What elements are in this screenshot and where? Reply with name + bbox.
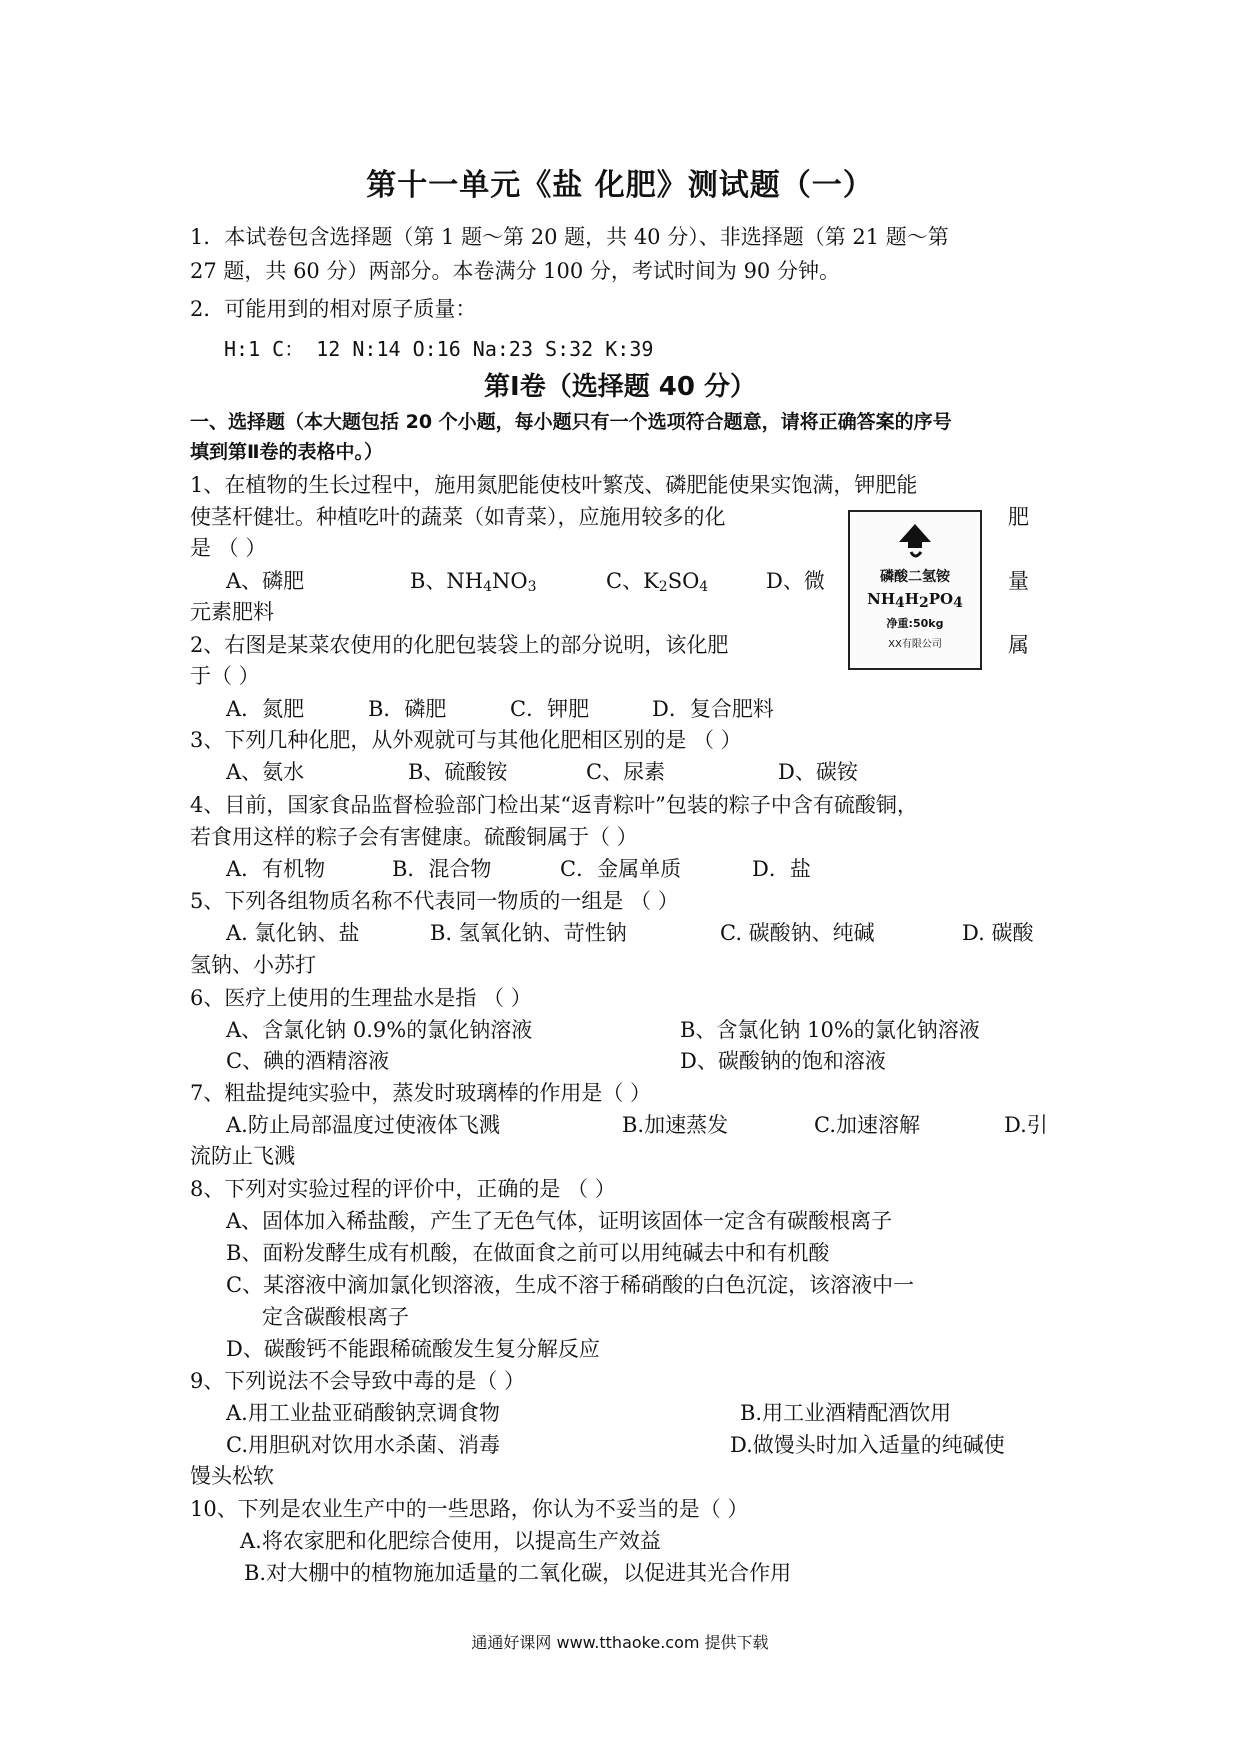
page-footer: 通通好课网 www.tthaoke.com 提供下载 xyxy=(471,1633,769,1652)
q1-line-2: 使茎杆健壮。种植吃叶的蔬菜（如青菜），应施用较多的化 xyxy=(190,505,726,529)
q8-option-a: A、固体加入稀盐酸，产生了无色气体，证明该固体一定含有碳酸根离子 xyxy=(226,1209,893,1233)
q8-option-c: C、某溶液中滴加氯化钡溶液，生成不溶于稀硝酸的白色沉淀，该溶液中一 xyxy=(226,1273,915,1297)
label-product-name: 磷酸二氢铵 xyxy=(880,569,950,585)
q9-option-c: C.用胆矾对饮用水杀菌、消毒 xyxy=(226,1433,500,1457)
note-1-line-1: 1．本试卷包含选择题（第 1 题～第 20 题，共 40 分）、非选择题（第 21 题～第 xyxy=(190,225,949,249)
q2-option-d: D．复合肥料 xyxy=(652,697,774,721)
q5-option-a: A. 氯化钠、盐 xyxy=(226,921,360,945)
q1-option-a: A、磷肥 xyxy=(226,569,305,593)
note-2: 2．可能用到的相对原子质量： xyxy=(190,297,477,321)
q9-line-1: 9、下列说法不会导致中毒的是（ ） xyxy=(190,1369,526,1393)
q4-option-b: B．混合物 xyxy=(392,857,492,881)
atomic-masses: H:1 C： 12 N:14 O:16 Na:23 S:32 K:39 xyxy=(224,337,654,361)
q1-option-d-line-2: 元素肥料 xyxy=(190,600,274,624)
q6-option-b: B、含氯化钠 10%的氯化钠溶液 xyxy=(680,1018,980,1042)
q7-line-1: 7、粗盐提纯实验中，蒸发时玻璃棒的作用是（ ） xyxy=(190,1081,652,1105)
q3-option-b: B、硫酸铵 xyxy=(408,760,508,784)
q5-option-c: C. 碳酸钠、纯碱 xyxy=(720,921,875,945)
q8-option-c-line-2: 定含碳酸根离子 xyxy=(262,1305,409,1329)
note-1-line-2: 27 题，共 60 分）两部分。本卷满分 100 分，考试时间为 90 分钟。 xyxy=(190,259,840,283)
q5-option-b: B. 氢氧化钠、苛性钠 xyxy=(430,921,627,945)
q10-line-1: 10、下列是农业生产中的一些思路，你认为不妥当的是（ ） xyxy=(190,1497,749,1521)
q10-option-b: B.对大棚中的植物施加适量的二氧化碳，以促进其光合作用 xyxy=(244,1561,792,1585)
q9-option-a: A.用工业盐亚硝酸钠烹调食物 xyxy=(226,1401,500,1425)
q3-option-a: A、氨水 xyxy=(226,760,305,784)
q4-line-2: 若食用这样的粽子会有害健康。硫酸铜属于（ ） xyxy=(190,825,638,849)
page-title: 第十一单元《盐 化肥》测试题（一） xyxy=(366,168,874,203)
q4-line-1: 4、目前，国家食品监督检验部门检出某“返青粽叶”包装的粽子中含有硫酸铜， xyxy=(190,793,918,817)
q2-option-a: A．氮肥 xyxy=(226,697,305,721)
q1-line-2-end: 肥 xyxy=(1008,505,1029,529)
q6-option-a: A、含氯化钠 0.9%的氯化钠溶液 xyxy=(226,1018,533,1042)
q7-option-b: B.加速蒸发 xyxy=(622,1113,729,1137)
label-company: XX有限公司 xyxy=(888,639,942,650)
q1-line-3: 是 （ ） xyxy=(190,536,267,560)
q8-option-d: D、碳酸钙不能跟稀硫酸发生复分解反应 xyxy=(226,1337,600,1361)
q2-line-1-end: 属 xyxy=(1008,633,1029,657)
section-title: 第Ⅰ卷（选择题 40 分） xyxy=(484,372,756,402)
q1-option-c: C、$K_2SO_4$ xyxy=(606,569,709,595)
section-instructions-line-2: 填到第Ⅱ卷的表格中。） xyxy=(190,441,384,463)
q2-line-2: 于（ ） xyxy=(190,664,260,688)
q2-line-1: 2、右图是某菜农使用的化肥包装袋上的部分说明，该化肥 xyxy=(190,633,729,657)
q8-option-b: B、面粉发酵生成有机酸，在做面食之前可以用纯碱去中和有机酸 xyxy=(226,1241,830,1265)
q9-option-d: D.做馒头时加入适量的纯碱使 xyxy=(730,1433,1005,1457)
q4-option-a: A．有机物 xyxy=(226,857,326,881)
section-instructions-line-1: 一、选择题（本大题包括 20 个小题，每小题只有一个选项符合题意，请将正确答案的序号 xyxy=(190,411,952,433)
q9-option-b: B.用工业酒精配酒饮用 xyxy=(740,1401,952,1425)
q2-option-c: C．钾肥 xyxy=(510,697,590,721)
q3-line-1: 3、下列几种化肥，从外观就可与其他化肥相区别的是 （ ） xyxy=(190,728,742,752)
q4-option-c: C．金属单质 xyxy=(560,857,682,881)
q5-option-d-line-2: 氢钠、小苏打 xyxy=(190,953,316,977)
arrow-up-icon xyxy=(895,522,935,562)
q6-option-d: D、碳酸钠的饱和溶液 xyxy=(680,1049,886,1073)
fertilizer-label-image xyxy=(848,510,982,670)
q1-option-b: B、$NH_4NO_3$ xyxy=(410,569,537,595)
q2-option-b: B．磷肥 xyxy=(368,697,447,721)
q3-option-c: C、尿素 xyxy=(586,760,666,784)
q3-option-d: D、碳铵 xyxy=(778,760,858,784)
label-formula: $NH_4H_2PO_4$ xyxy=(867,590,963,611)
q6-option-c: C、碘的酒精溶液 xyxy=(226,1049,390,1073)
q7-option-d-line-2: 流防止飞溅 xyxy=(190,1144,295,1168)
q5-line-1: 5、下列各组物质名称不代表同一物质的一组是 （ ） xyxy=(190,889,679,913)
q9-option-d-line-2: 馒头松软 xyxy=(190,1464,274,1488)
q1-option-d: D、微 xyxy=(766,569,825,593)
label-net-weight: 净重:50kg xyxy=(886,617,944,630)
q7-option-c: C.加速溶解 xyxy=(814,1113,920,1137)
q4-option-d: D．盐 xyxy=(752,857,811,881)
q6-line-1: 6、医疗上使用的生理盐水是指 （ ） xyxy=(190,986,532,1010)
q8-line-1: 8、下列对实验过程的评价中，正确的是 （ ） xyxy=(190,1177,616,1201)
q7-option-d: D.引 xyxy=(1004,1113,1048,1137)
q1-option-d-cont: 量 xyxy=(1008,569,1029,593)
q7-option-a: A.防止局部温度过使液体飞溅 xyxy=(226,1113,500,1137)
q1-line-1: 1、在植物的生长过程中，施用氮肥能使枝叶繁茂、磷肥能使果实饱满，钾肥能 xyxy=(190,473,918,497)
q5-option-d: D. 碳酸 xyxy=(962,921,1034,945)
q10-option-a: A.将农家肥和化肥综合使用，以提高生产效益 xyxy=(240,1529,661,1553)
